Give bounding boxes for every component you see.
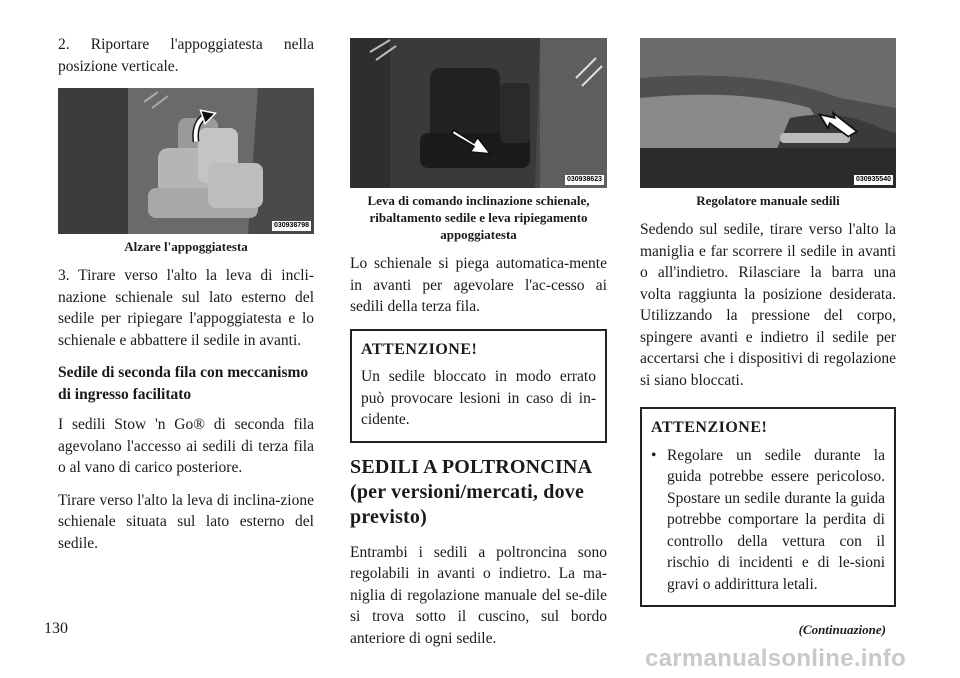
column-left (58, 34, 314, 565)
headrest-raise-illustration (58, 88, 314, 234)
image-caption: Regolatore manuale sedili (696, 193, 840, 208)
image-caption: Alzare l'appoggiatesta (124, 239, 248, 254)
arrow-icon (190, 106, 220, 146)
headrest-raise-photo (58, 88, 314, 234)
body-paragraph: Tirare verso l'alto la leva di inclina-zione schienale situata sul lato esterno del sedile. (58, 491, 314, 552)
seat-lever-illustration (350, 38, 607, 188)
step-2-text: 2. Riportare l'appoggiatesta nella posizione verticale. (58, 36, 314, 75)
body-paragraph: Entrambi i sedili a poltroncina sono regolabili in avanti o indietro. La ma-niglia di regolazione manuale del se-dile si trova sotto il cuscino, sul bordo anteriore di ogni sedile. (350, 543, 607, 647)
continuation-note: (Continuazione) (798, 622, 886, 637)
column-right (640, 34, 896, 641)
warning-box (350, 329, 607, 443)
body-paragraph: Lo schienale si piega automatica-mente in avanti per agevolare l'ac-cesso ai sedili della terza fila. (350, 255, 607, 315)
image-code: 030935540 (855, 176, 891, 183)
warning-bullet-text: Regolare un sedile durante la guida potrebbe essere pericoloso. Spostare un sedile durante la guida potrebbe comportare la perdita di controllo della vettura con il rischio di incidenti e di le-sioni gravi o addirittura letali. (667, 446, 885, 593)
body-paragraph: Sedendo sul sedile, tirare verso l'alto la maniglia e far scorrere il sedile in avanti o all'indietro. Rilasciare la barra una volta raggiunta la posizione desiderata. Utilizzando la pressione del corpo, spingere avanti e indietro il sedile per accertarsi che i dispositivi di regolazione si siano bloccati. (640, 221, 896, 389)
image-caption: Leva di comando inclinazione schienale, ribaltamento sedile e leva ripiegamento appoggiatesta (367, 193, 590, 242)
section-title: SEDILI A POLTRONCINA (per versioni/mercati, dove previsto) (350, 455, 592, 528)
seat-lever-photo (350, 38, 607, 188)
warning-list-item (651, 445, 885, 596)
watermark: carmanualsonline.info (644, 645, 906, 672)
bullet-icon: • (651, 446, 657, 464)
warning-title: ATTENZIONE! (361, 340, 478, 358)
body-paragraph: I sedili Stow 'n Go® di seconda fila agevolano l'accesso ai sedili di terza fila o al vano di carico posteriore. (58, 416, 314, 476)
image-code: 030938798 (273, 222, 309, 229)
warning-title: ATTENZIONE! (651, 419, 768, 436)
column-middle (350, 34, 607, 660)
subsection-heading: Sedile di seconda fila con meccanismo di ingresso facilitato (58, 364, 309, 403)
arrow-icon (816, 106, 862, 140)
warning-list (651, 445, 885, 596)
warning-text: Un sedile bloccato in modo errato può provocare lesioni in caso di in-cidente. (361, 368, 596, 428)
image-code: 030938623 (566, 176, 602, 183)
step-3-text: 3. Tirare verso l'alto la leva di incli-nazione schienale sul lato esterno del sedile per ripiegare l'appoggiatesta e lo schienale e abbattere il sedile in avanti. (58, 267, 314, 349)
arrow-icon (450, 122, 496, 160)
page-number: 130 (44, 620, 68, 637)
manual-adjuster-photo (640, 38, 896, 188)
warning-box (640, 407, 896, 607)
